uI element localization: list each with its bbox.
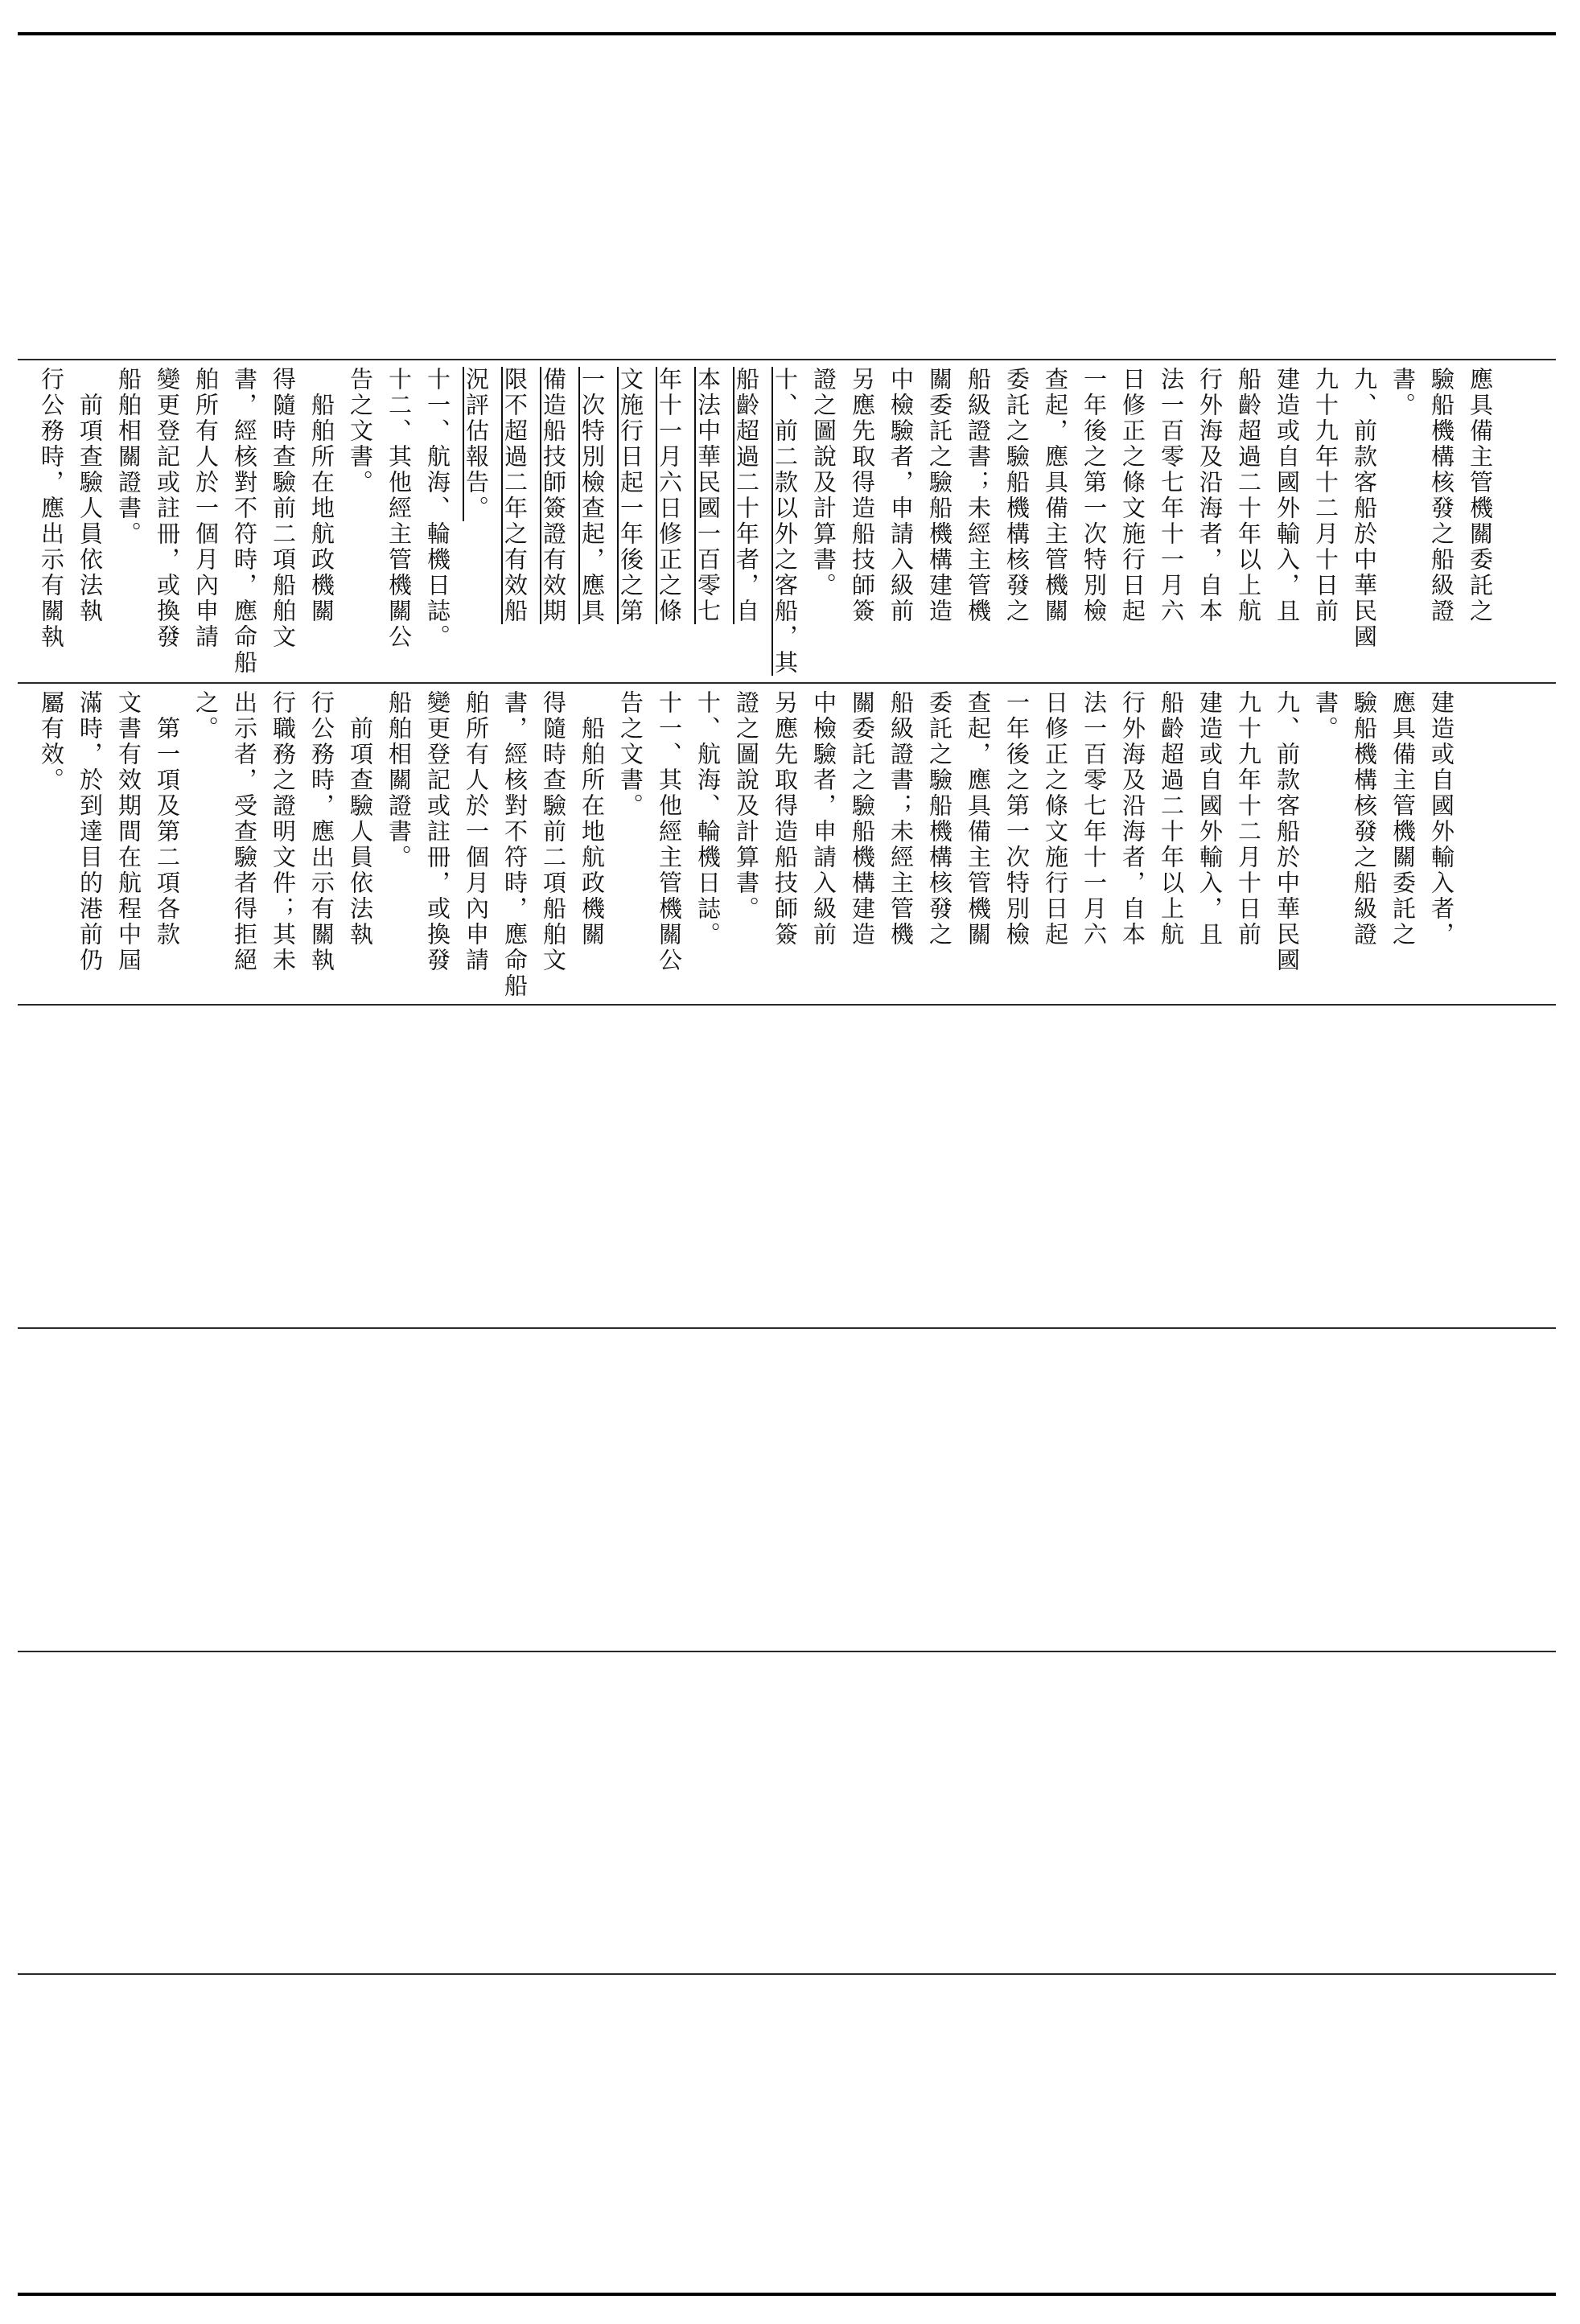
text-line: 屬有效。	[38, 690, 65, 793]
text-line: 本法中華民國一百零七	[694, 367, 722, 624]
text-line: 況評估報告。	[463, 367, 490, 521]
text-line: 十、航海、輪機日誌。	[694, 690, 722, 948]
text-line: 關委託之驗船機構建造	[849, 690, 876, 948]
text-line: 行公務時，應出示有關執	[38, 367, 65, 650]
text-line: 法一百零七年十一月六	[1158, 367, 1185, 624]
row-divider-6	[18, 1973, 1556, 1975]
table-row-current-text	[32, 690, 1545, 1001]
text-line: 一年後之第一次特別檢	[1080, 367, 1108, 624]
table-top-border	[18, 32, 1556, 35]
text-line: 書。	[1312, 690, 1339, 742]
text-line: 變更登記或註冊，或換發	[154, 367, 181, 650]
text-line: 備造船技師簽證有效期	[540, 367, 567, 624]
text-line: 十二、其他經主管機關公	[385, 367, 413, 650]
text-line: 年十一月六日修正之條	[656, 367, 683, 624]
text-line: 建造或自國外輸入者，	[1428, 690, 1455, 948]
text-line: 滿時，於到達目的港前仍	[76, 690, 104, 973]
text-line: 驗船機構核發之船級證	[1428, 367, 1455, 624]
text-line: 驗船機構核發之船級證	[1351, 690, 1378, 948]
text-line: 查起，應具備主管機關	[1042, 367, 1069, 624]
row-divider-3	[18, 1004, 1556, 1006]
text-line: 另應先取得造船技師簽	[849, 367, 876, 624]
text-line: 船級證書；未經主管機	[887, 690, 915, 948]
text-line: 委託之驗船機構核發之	[1003, 367, 1031, 624]
text-line: 舶所有人於一個月內申請	[192, 367, 220, 650]
text-line: 船級證書；未經主管機	[965, 367, 992, 624]
text-line: 另應先取得造船技師簽	[771, 690, 799, 948]
text-line: 查起，應具備主管機關	[965, 690, 992, 948]
table-row-amended-text	[32, 367, 1545, 679]
text-line: 九十九年十二月十日前	[1235, 690, 1262, 948]
text-line: 告之文書。	[617, 690, 644, 819]
text-line: 船舶相關證書。	[385, 690, 413, 870]
table-row-empty-1	[32, 1331, 1545, 1649]
text-line: 船齡超過二十年者，自	[733, 367, 760, 624]
text-line: 九、前款客船於中華民國	[1351, 367, 1378, 650]
text-line: 船舶相關證書。	[115, 367, 142, 547]
text-line: 出示者，受查驗者得拒絕	[231, 690, 258, 973]
text-line: 文施行日起一年後之第	[617, 367, 644, 624]
row-divider-2	[18, 682, 1556, 684]
text-line: 書。	[1389, 367, 1417, 418]
text-line: 行職務之證明文件；其未	[270, 690, 297, 973]
text-line: 建造或自國外輸入，且	[1273, 367, 1301, 624]
text-line: 第一項及第二項各款	[154, 690, 181, 948]
text-line: 得隨時查驗前二項船舶文	[270, 367, 297, 650]
text-line: 十、前二款以外之客船，其	[771, 367, 799, 676]
text-line: 書，經核對不符時，應命船	[501, 690, 529, 999]
text-line: 行外海及沿海者，自本	[1196, 367, 1224, 624]
text-line: 證之圖說及計算書。	[810, 367, 837, 598]
table-row-empty-3	[32, 1976, 1545, 2290]
text-line: 九、前款客船於中華民國	[1273, 690, 1301, 973]
text-line: 中檢驗者，申請入級前	[810, 690, 837, 948]
text-line: 船齡超過二十年以上航	[1158, 690, 1185, 948]
table-row-empty-2	[32, 1654, 1545, 1972]
text-line: 十一、航海、輪機日誌。	[424, 367, 451, 650]
current-text-column	[32, 690, 1461, 1001]
text-line: 船舶所在地航政機關	[308, 367, 335, 624]
text-line: 一年後之第一次特別檢	[1003, 690, 1031, 948]
text-line: 委託之驗船機構核發之	[926, 690, 953, 948]
text-line: 十一、其他經主管機關公	[656, 690, 683, 973]
text-line: 前項查驗人員依法執	[76, 367, 104, 624]
text-line: 告之文書。	[347, 367, 374, 496]
text-line: 法一百零七年十一月六	[1080, 690, 1108, 948]
row-divider-1	[18, 359, 1556, 360]
text-line: 文書有效期間在航程中屆	[115, 690, 142, 973]
text-line: 應具備主管機關委託之	[1467, 367, 1494, 624]
table-row-notes	[32, 1007, 1545, 1326]
text-line: 日修正之條文施行日起	[1042, 690, 1069, 948]
text-line: 行外海及沿海者，自本	[1119, 690, 1146, 948]
text-line: 前項查驗人員依法執	[347, 690, 374, 948]
amended-text-column	[32, 367, 1500, 679]
text-line: 九十九年十二月十日前	[1312, 367, 1339, 624]
text-line: 之。	[192, 690, 220, 742]
table-bottom-border	[18, 2293, 1556, 2296]
text-line: 關委託之驗船機構建造	[926, 367, 953, 624]
text-line: 應具備主管機關委託之	[1389, 690, 1417, 948]
text-line: 變更登記或註冊，或換發	[424, 690, 451, 973]
text-line: 日修正之條文施行日起	[1119, 367, 1146, 624]
row-divider-5	[18, 1651, 1556, 1652]
text-line: 行公務時，應出示有關執	[308, 690, 335, 973]
text-line: 證之圖說及計算書。	[733, 690, 760, 922]
text-line: 舶所有人於一個月內申請	[463, 690, 490, 973]
text-line: 書，經核對不符時，應命船	[231, 367, 258, 676]
text-line: 限不超過二年之有效船	[501, 367, 529, 624]
text-line: 船舶所在地航政機關	[578, 690, 606, 948]
text-line: 得隨時查驗前二項船舶文	[540, 690, 567, 973]
text-line: 中檢驗者，申請入級前	[887, 367, 915, 624]
text-line: 船齡超過二十年以上航	[1235, 367, 1262, 624]
text-line: 一次特別檢查起，應具	[578, 367, 606, 624]
row-divider-4	[18, 1327, 1556, 1329]
text-line: 建造或自國外輸入，且	[1196, 690, 1224, 948]
table-row-header	[32, 37, 1545, 359]
